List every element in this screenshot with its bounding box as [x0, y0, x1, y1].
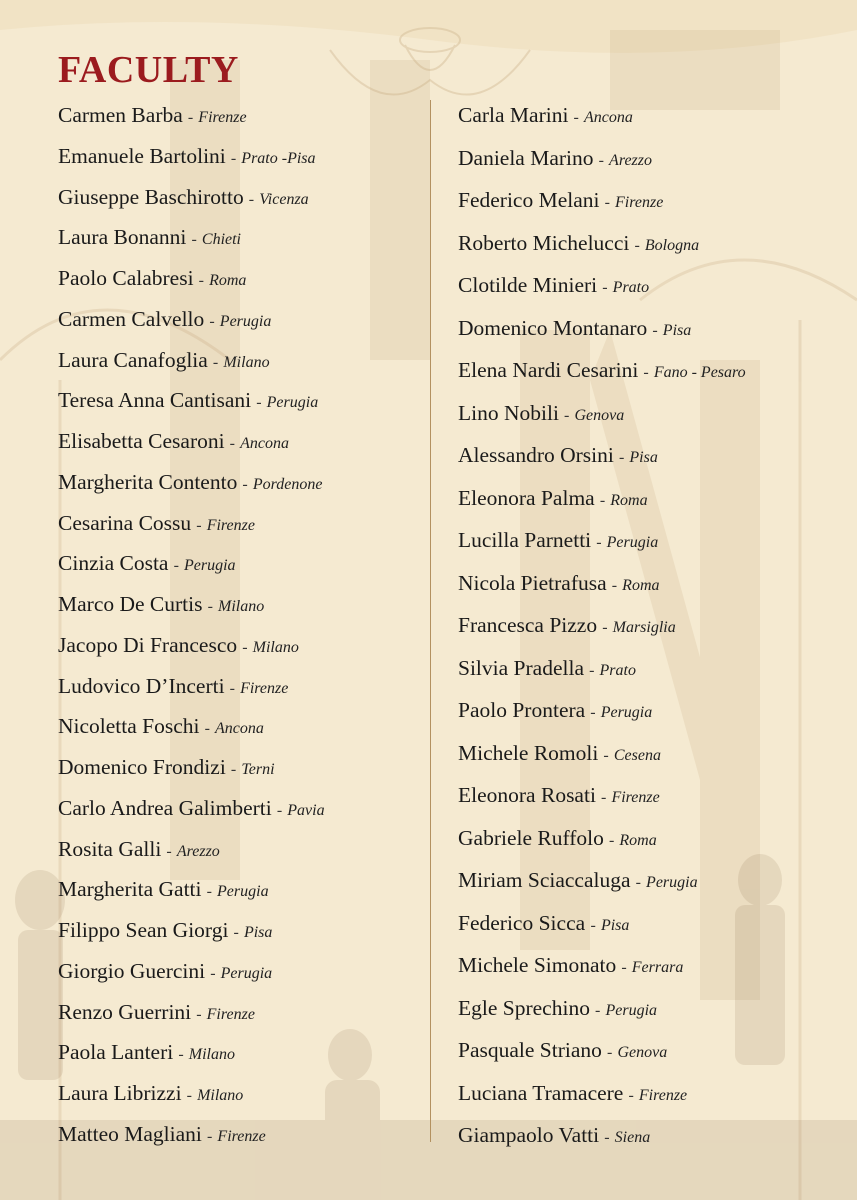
faculty-name: Renzo Guerrini	[58, 999, 192, 1024]
faculty-name: Laura Bonanni	[58, 225, 187, 250]
faculty-name: Laura Librizzi	[58, 1081, 182, 1105]
faculty-name: Gabriele Ruffolo	[458, 825, 604, 850]
faculty-entry	[458, 780, 853, 823]
name-city-separator: -	[628, 1086, 634, 1104]
faculty-entry	[458, 525, 853, 568]
faculty-city: Milano	[188, 1046, 235, 1064]
faculty-entry	[458, 653, 853, 696]
faculty-city: Prato	[612, 279, 650, 296]
faculty-entry	[58, 385, 423, 426]
name-city-separator: -	[596, 534, 602, 551]
faculty-name: Giampaolo Vatti	[458, 1123, 600, 1147]
faculty-city: Genova	[617, 1044, 668, 1061]
name-city-separator: -	[248, 190, 255, 208]
name-city-separator: -	[230, 149, 237, 167]
name-city-separator: -	[242, 638, 248, 656]
faculty-entry	[58, 711, 423, 752]
faculty-city: Pisa	[629, 449, 658, 466]
faculty-city: Genova	[574, 406, 625, 424]
faculty-name: Laura Canafoglia	[58, 347, 208, 372]
name-city-separator: -	[242, 475, 248, 493]
faculty-entry	[458, 1078, 853, 1121]
faculty-entry	[458, 355, 853, 398]
faculty-name: Jacopo Di Francesco	[58, 632, 238, 657]
name-city-separator: -	[229, 435, 235, 452]
faculty-city: Pavia	[287, 801, 325, 819]
faculty-name: Alessandro Orsini	[458, 443, 614, 467]
faculty-city: Milano	[223, 353, 270, 371]
name-city-separator: -	[166, 842, 172, 860]
faculty-entry	[58, 263, 423, 304]
name-city-separator: -	[229, 679, 235, 697]
faculty-name: Carlo Andrea Galimberti	[58, 795, 272, 820]
faculty-name: Emanuele Bartolini	[58, 143, 226, 168]
faculty-name: Domenico Frondizi	[58, 755, 226, 779]
faculty-name: Cesarina Cossu	[58, 510, 192, 535]
faculty-entry	[458, 185, 853, 228]
faculty-city: Roma	[610, 491, 648, 509]
faculty-city: Ancona	[215, 720, 264, 738]
name-city-separator: -	[643, 364, 649, 381]
faculty-city: Cesena	[613, 746, 661, 764]
faculty-name: Filippo Sean Giorgi	[58, 918, 229, 942]
faculty-entry	[58, 182, 423, 223]
faculty-entry	[458, 313, 853, 356]
faculty-city: Firenze	[206, 1005, 255, 1023]
faculty-entry	[58, 304, 423, 345]
faculty-list-right	[458, 100, 853, 1163]
faculty-name: Margherita Contento	[58, 469, 238, 494]
page-title: FACULTY	[58, 49, 239, 91]
name-city-separator: -	[602, 619, 608, 636]
faculty-city: Bologna	[644, 236, 700, 254]
name-city-separator: -	[186, 1087, 192, 1104]
faculty-name: Rosita Galli	[58, 836, 162, 861]
name-city-separator: -	[256, 394, 262, 412]
faculty-city: Firenze	[240, 679, 289, 697]
faculty-name: Egle Sprechino	[458, 995, 590, 1020]
faculty-entry	[58, 671, 423, 712]
faculty-city: Fano - Pesaro	[653, 364, 746, 381]
faculty-city: Ferrara	[631, 959, 684, 976]
faculty-city: Firenze	[217, 1127, 266, 1145]
faculty-entry	[458, 143, 853, 186]
faculty-entry	[58, 1037, 423, 1078]
faculty-entry	[58, 548, 423, 589]
faculty-city: Perugia	[600, 704, 653, 721]
faculty-entry	[458, 228, 853, 271]
faculty-city: Milano	[218, 598, 265, 615]
faculty-city: Perugia	[606, 534, 659, 551]
column-divider	[430, 100, 431, 1142]
faculty-city: Roma	[622, 576, 660, 594]
faculty-name: Michele Simonato	[458, 953, 617, 977]
faculty-city: Milano	[252, 638, 299, 656]
name-city-separator: -	[210, 964, 216, 982]
faculty-entry	[58, 141, 423, 182]
name-city-separator: -	[618, 449, 625, 466]
name-city-separator: -	[233, 924, 239, 941]
faculty-city: Pisa	[600, 916, 630, 934]
name-city-separator: -	[611, 576, 618, 594]
name-city-separator: -	[187, 109, 194, 126]
faculty-name: Lino Nobili	[458, 400, 559, 425]
faculty-name: Lucilla Parnetti	[458, 528, 592, 552]
faculty-name: Miriam Sciaccaluga	[458, 868, 631, 892]
faculty-city: Prato	[599, 661, 636, 679]
faculty-entry	[458, 483, 853, 526]
faculty-name: Teresa Anna Cantisani	[58, 388, 252, 413]
faculty-entry	[458, 398, 853, 441]
faculty-entry	[58, 752, 423, 793]
name-city-separator: -	[230, 761, 237, 778]
faculty-entry	[458, 865, 853, 908]
faculty-city: Roma	[619, 831, 657, 849]
name-city-separator: -	[599, 491, 606, 509]
faculty-entry	[58, 345, 423, 386]
name-city-separator: -	[204, 720, 210, 738]
faculty-name: Federico Sicca	[458, 910, 591, 935]
name-city-separator: -	[564, 406, 570, 424]
faculty-city: Marsiglia	[612, 619, 676, 636]
faculty-city: Perugia	[184, 557, 236, 575]
faculty-name: Roberto Michelucci	[458, 230, 630, 255]
faculty-city: Firenze	[611, 789, 660, 806]
name-city-separator: -	[589, 661, 595, 679]
faculty-name: Daniela Marino	[458, 145, 594, 170]
faculty-entry	[458, 695, 853, 738]
faculty-city: Arezzo	[176, 842, 220, 860]
name-city-separator: -	[602, 279, 608, 296]
name-city-separator: -	[652, 321, 658, 339]
name-city-separator: -	[196, 1005, 202, 1023]
faculty-name: Nicoletta Foschi	[58, 714, 200, 739]
faculty-entry	[458, 993, 853, 1036]
faculty-city: Siena	[614, 1129, 651, 1146]
faculty-city: Perugia	[219, 312, 272, 330]
faculty-name: Paola Lanteri	[58, 1040, 174, 1065]
faculty-entry	[458, 440, 853, 483]
faculty-entry	[58, 793, 423, 834]
faculty-entry	[58, 874, 423, 915]
faculty-entry	[458, 568, 853, 611]
faculty-name: Matteo Magliani	[58, 1121, 202, 1146]
name-city-separator: -	[196, 516, 202, 534]
name-city-separator: -	[191, 231, 197, 249]
faculty-entry	[58, 915, 423, 956]
name-city-separator: -	[608, 831, 615, 849]
name-city-separator: -	[604, 194, 610, 211]
faculty-name: Eleonora Palma	[458, 485, 595, 510]
faculty-city: Pisa	[243, 924, 273, 941]
faculty-name: Luciana Tramacere	[458, 1080, 624, 1105]
name-city-separator: -	[209, 312, 215, 330]
faculty-entry	[58, 1078, 423, 1119]
faculty-city: Ancona	[240, 435, 289, 452]
faculty-city: Milano	[197, 1087, 244, 1104]
name-city-separator: -	[178, 1046, 184, 1064]
faculty-list-left	[58, 100, 423, 1160]
faculty-entry	[58, 589, 423, 630]
name-city-separator: -	[635, 874, 641, 891]
name-city-separator: -	[590, 704, 596, 721]
name-city-separator: -	[607, 1044, 613, 1061]
faculty-city: Ancona	[583, 109, 633, 126]
faculty-name: Elena Nardi Cesarini	[458, 358, 639, 382]
faculty-name: Ludovico D’Incerti	[58, 673, 225, 698]
name-city-separator: -	[598, 151, 604, 169]
faculty-name: Giuseppe Baschirotto	[58, 184, 244, 209]
name-city-separator: -	[198, 272, 204, 289]
faculty-entry	[458, 823, 853, 866]
faculty-entry	[58, 997, 423, 1038]
faculty-city: Perugia	[605, 1001, 658, 1019]
faculty-city: Firenze	[206, 516, 255, 534]
faculty-city: Terni	[241, 761, 275, 778]
faculty-name: Carla Marini	[458, 103, 569, 127]
faculty-city: Vicenza	[259, 190, 309, 208]
faculty-city: Perugia	[646, 874, 698, 891]
faculty-name: Giorgio Guercini	[58, 958, 206, 983]
name-city-separator: -	[276, 801, 283, 819]
faculty-name: Elisabetta Cesaroni	[58, 429, 225, 453]
name-city-separator: -	[595, 1001, 601, 1019]
faculty-name: Pasquale Striano	[458, 1038, 602, 1062]
faculty-name: Paolo Calabresi	[58, 266, 194, 290]
faculty-entry	[58, 426, 423, 467]
faculty-city: Arezzo	[609, 151, 653, 169]
name-city-separator: -	[206, 883, 212, 901]
faculty-name: Francesca Pizzo	[458, 613, 598, 637]
faculty-city: Chieti	[201, 231, 241, 249]
faculty-name: Federico Melani	[458, 188, 600, 212]
faculty-city: Perugia	[266, 394, 319, 412]
faculty-entry	[458, 270, 853, 313]
faculty-city: Firenze	[638, 1086, 688, 1104]
faculty-entry	[458, 908, 853, 951]
name-city-separator: -	[207, 598, 213, 615]
faculty-entry	[58, 956, 423, 997]
faculty-name: Silvia Pradella	[458, 655, 584, 680]
faculty-name: Margherita Gatti	[58, 877, 202, 902]
faculty-name: Eleonora Rosati	[458, 783, 596, 807]
faculty-name: Michele Romoli	[458, 740, 599, 765]
faculty-city: Perugia	[217, 883, 269, 901]
faculty-entry	[58, 508, 423, 549]
faculty-entry	[58, 467, 423, 508]
faculty-entry	[58, 222, 423, 263]
faculty-entry	[458, 1120, 853, 1163]
faculty-name: Domenico Montanaro	[458, 315, 648, 340]
faculty-city: Perugia	[220, 964, 273, 982]
faculty-city: Roma	[209, 272, 247, 289]
faculty-entry	[458, 738, 853, 781]
name-city-separator: -	[173, 557, 179, 575]
name-city-separator: -	[601, 789, 607, 806]
name-city-separator: -	[603, 746, 609, 764]
name-city-separator: -	[212, 353, 219, 371]
faculty-entry	[58, 100, 423, 141]
faculty-name: Carmen Calvello	[58, 306, 205, 331]
faculty-name: Carmen Barba	[58, 103, 183, 127]
faculty-city: Prato -Pisa	[241, 149, 316, 167]
faculty-name: Nicola Pietrafusa	[458, 570, 607, 595]
name-city-separator: -	[634, 236, 640, 254]
name-city-separator: -	[573, 109, 579, 126]
faculty-entry	[458, 610, 853, 653]
faculty-city: Pisa	[662, 321, 692, 339]
name-city-separator: -	[604, 1129, 610, 1146]
faculty-entry	[58, 630, 423, 671]
faculty-entry	[58, 834, 423, 875]
name-city-separator: -	[207, 1127, 213, 1145]
faculty-name: Cinzia Costa	[58, 551, 169, 576]
faculty-name: Marco De Curtis	[58, 592, 203, 616]
faculty-entry	[58, 1119, 423, 1160]
faculty-entry	[458, 1035, 853, 1078]
faculty-entry	[458, 100, 853, 143]
faculty-city: Firenze	[198, 109, 247, 126]
name-city-separator: -	[590, 916, 596, 934]
faculty-city: Pordenone	[252, 475, 323, 493]
faculty-city: Firenze	[615, 194, 664, 211]
faculty-entry	[458, 950, 853, 993]
name-city-separator: -	[621, 959, 627, 976]
faculty-name: Clotilde Minieri	[458, 273, 598, 297]
faculty-name: Paolo Prontera	[458, 698, 586, 722]
